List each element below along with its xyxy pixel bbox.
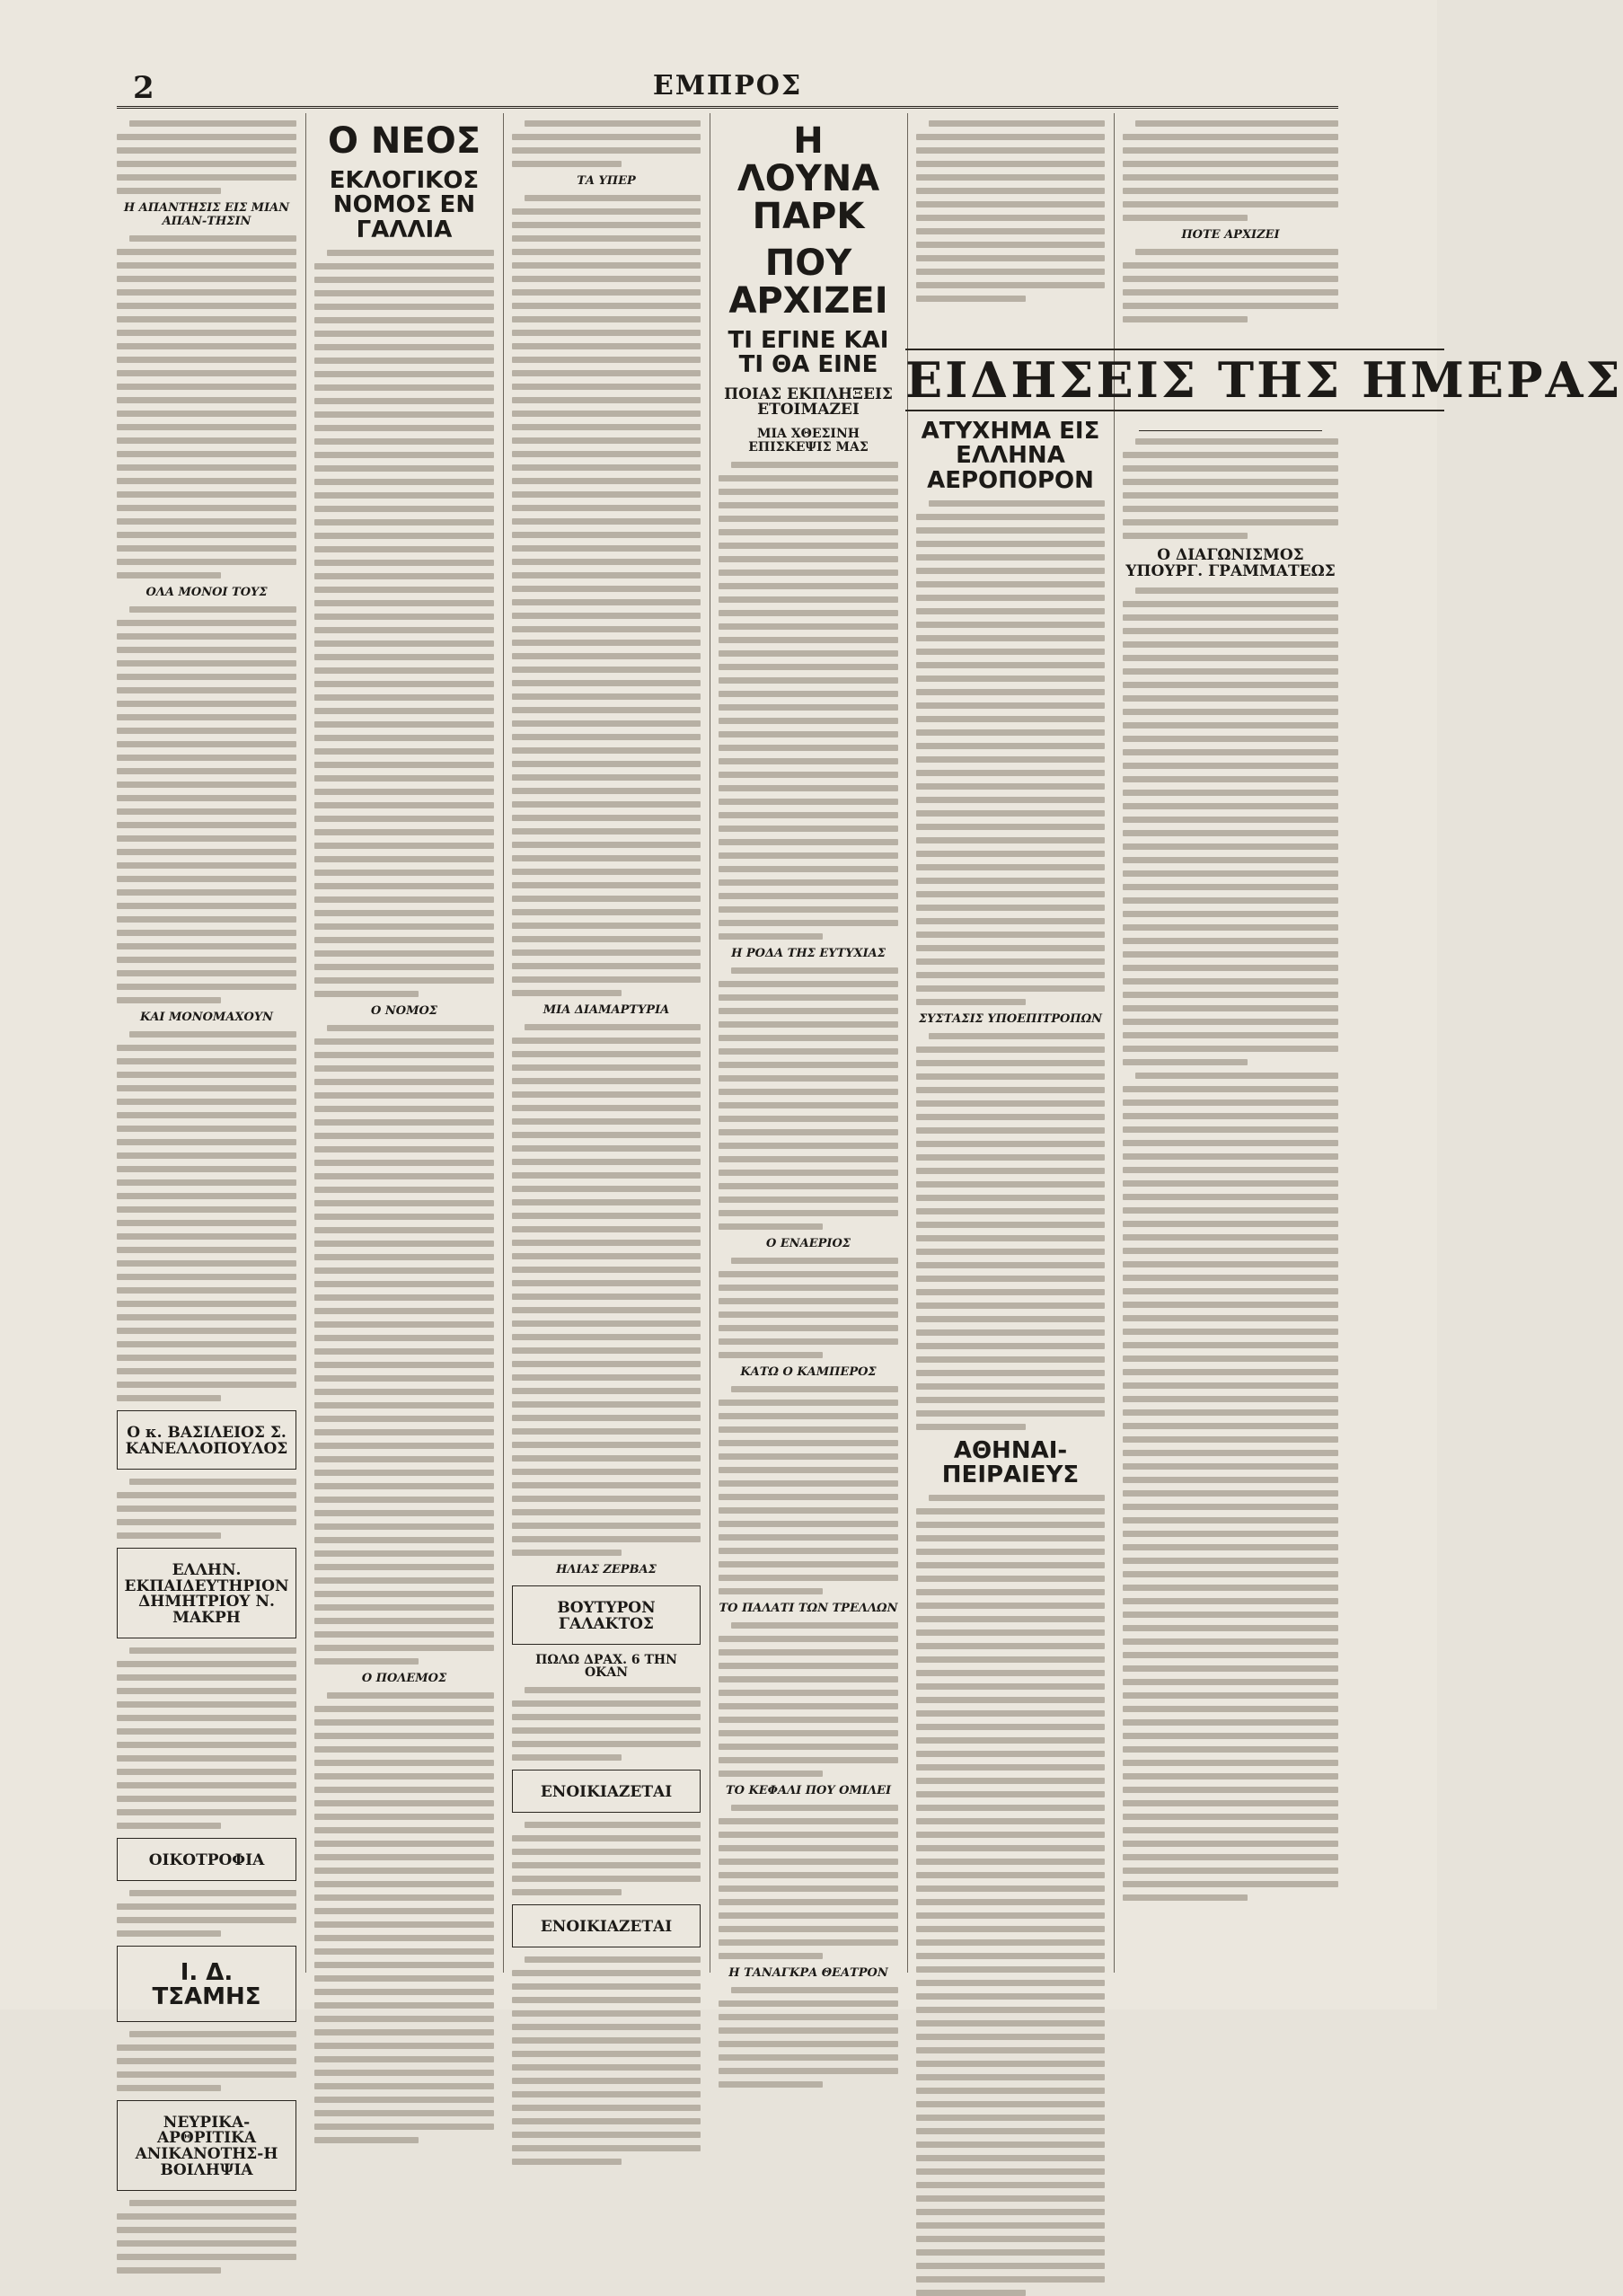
advertisement-box	[117, 1946, 296, 2022]
advertisement-box	[117, 2100, 296, 2191]
advertisement-box	[117, 1838, 296, 1881]
section-subhead: ΚΑΙ ΜΟΝΟΜΑΧΟΥΝ	[140, 1011, 273, 1024]
section-subhead: Ο ΕΝΑΕΡΙΟΣ	[765, 1236, 851, 1250]
section-subhead: ΣΥΣΤΑΣΙΣ ΥΠΟΕΠΙΤΡΟΠΩΝ	[918, 1011, 1103, 1026]
headline: Η ΛΟΥΝΑ ΠΑΡΚ	[737, 120, 880, 237]
section-subhead: ΤΟ ΚΕΦΑΛΙ ΠΟΥ ΟΜΙΛΕΙ	[725, 1783, 892, 1797]
headline: ΕΚΛΟΓΙΚΟΣ ΝΟΜΟΣ ΕΝ ΓΑΛΛΙΑ	[329, 167, 480, 243]
divider	[1139, 430, 1322, 431]
column-1	[117, 113, 296, 2180]
section-subhead: ΠΟΤΕ ΑΡΧΙΖΕΙ	[1181, 228, 1280, 242]
section-subhead: Η ΤΑΝΑΓΚΡΑ ΘΕΑΤΡΟΝ	[728, 1965, 888, 1980]
article-text	[117, 1890, 296, 1937]
article-text	[512, 120, 701, 167]
article-text	[314, 1692, 494, 2143]
article-text	[719, 1805, 898, 1959]
advertisement-title: ΒΟΥΤΥΡΟΝ ΓΑΛΑΚΤΟΣ	[557, 1599, 656, 1633]
section-subhead: Η ΡΟΔΑ ΤΗΣ ΕΥΤΥΧΙΑΣ	[731, 946, 886, 960]
article-text	[117, 2200, 296, 2274]
section-subhead: ΜΙΑ ΔΙΑΜΑΡΤΥΡΙΑ	[542, 1003, 670, 1017]
section-subhead: ΚΑΤΩ Ο ΚΑΜΠΕΡΟΣ	[740, 1364, 877, 1379]
headline: Ο ΔΙΑΓΩΝΙΣΜΟΣ ΥΠΟΥΡΓ. ΓΡΑΜΜΑΤΕΩΣ	[1125, 546, 1336, 580]
advertisement-box	[512, 1585, 701, 1645]
column-2	[314, 113, 494, 1973]
article-text	[719, 967, 898, 1230]
article-text	[512, 1687, 701, 1761]
article-text	[117, 235, 296, 578]
headline: ΑΤΥΧΗΜΑ ΕΙΣ ΕΛΛΗΝΑ ΑΕΡΟΠΟΡΟΝ	[921, 418, 1100, 494]
article-text	[719, 1987, 898, 2088]
article-text	[1123, 438, 1338, 539]
article-text	[916, 1495, 1105, 2296]
paper-name: ΕΜΠΡΟΣ	[652, 70, 803, 102]
masthead	[117, 66, 1338, 109]
advertisement-box	[512, 1904, 701, 1947]
advertisement-box	[512, 1770, 701, 1813]
article-text	[1123, 249, 1338, 322]
section-subhead: ΤΟ ΠΑΛΑΤΙ ΤΩΝ ΤΡΕΛΛΩΝ	[719, 1601, 898, 1615]
article-text	[1123, 120, 1338, 221]
advertisement-title: ΕΝΟΙΚΙΑΖΕΤΑΙ	[540, 1917, 673, 1936]
advertisement-title: Ι. Δ. ΤΣΑΜΗΣ	[152, 1958, 261, 2011]
article-text	[916, 1033, 1105, 1430]
headline: Ο ΝΕΟΣ	[327, 120, 481, 162]
column-rule	[305, 113, 306, 1973]
article-text	[117, 1031, 296, 1401]
article-text	[1123, 1073, 1338, 1901]
advertisement-title: Ο κ. ΒΑΣΙΛΕΙΟΣ Σ. ΚΑΝΕΛΛΟΠΟΥΛΟΣ	[125, 1424, 288, 1458]
section-subhead: ΤΑ ΥΠΕΡ	[577, 174, 636, 188]
advertisement-box	[117, 1548, 296, 1638]
page-number: 2	[133, 70, 154, 106]
advertisement-title: ΕΝΟΙΚΙΑΖΕΤΑΙ	[540, 1783, 673, 1802]
article-text	[1123, 587, 1338, 1065]
headline: ΠΟΙΑΣ ΕΚΠΛΗΞΕΙΣ ΕΤΟΙΜΑΖΕΙ	[724, 384, 893, 419]
article-text	[512, 1956, 701, 2165]
article-text	[512, 1822, 701, 1895]
advertisement-title: ΝΕΥΡΙΚΑ-ΑΡΘΡΙΤΙΚΑ ΑΝΙΚΑΝΟΤΗΣ-Η ΒΟΙΛΗΨΙΑ	[135, 2113, 278, 2180]
article-text	[117, 120, 296, 194]
article-text	[314, 1025, 494, 1665]
headline: ΤΙ ΕΓΙΝΕ ΚΑΙ ΤΙ ΘΑ ΕΙΝΕ	[728, 327, 889, 379]
section-subhead: Η ΑΠΑΝΤΗΣΙΣ ΕΙΣ ΜΙΑΝ ΑΠΑΝ-ΤΗΣΙΝ	[123, 201, 290, 228]
advertisement-box	[117, 1410, 296, 1470]
section-subhead: Ο ΠΟΛΕΜΟΣ	[361, 1671, 447, 1685]
article-text	[117, 606, 296, 1003]
section-subhead: ΟΛΑ ΜΟΝΟΙ ΤΟΥΣ	[146, 586, 268, 599]
headline: ΑΘΗΝΑΙ-ΠΕΙΡΑΙΕΥΣ	[941, 1436, 1080, 1489]
article-text	[916, 500, 1105, 1005]
article-text	[719, 1386, 898, 1594]
column-4	[719, 113, 898, 1980]
article-text	[117, 2031, 296, 2091]
author-signature: ΗΛΙΑΣ ΖΕΡΒΑΣ	[556, 1563, 657, 1576]
article-text	[719, 462, 898, 940]
column-rule	[503, 113, 504, 1973]
headline: ΠΟΥ ΑΡΧΙΖΕΙ	[728, 243, 888, 322]
article-text	[512, 195, 701, 996]
advertisement-subtitle: ΠΩΛΩ ΔΡΑΧ. 6 ΤΗΝ ΟΚΑΝ	[535, 1652, 677, 1681]
news-of-the-day-banner: ΕΙΔΗΣΕΙΣ ΤΗΣ ΗΜΕΡΑΣ	[905, 349, 1444, 411]
article-text	[719, 1622, 898, 1777]
article-text	[314, 250, 494, 997]
section-subhead: Ο ΝΟΜΟΣ	[371, 1003, 437, 1018]
article-text	[719, 1258, 898, 1358]
article-text	[512, 1024, 701, 1556]
advertisement-title: ΕΛΛΗΝ. ΕΚΠΑΙΔΕΥΤΗΡΙΟΝ ΔΗΜΗΤΡΙΟΥ Ν. ΜΑΚΡΗ	[124, 1560, 289, 1628]
subheadline: ΜΙΑ ΧΘΕΣΙΝΗ ΕΠΙΣΚΕΨΙΣ ΜΑΣ	[748, 427, 869, 455]
article-text	[117, 1647, 296, 1829]
advertisement-title: ΟΙΚΟΤΡΟΦΙΑ	[148, 1851, 265, 1870]
article-text	[916, 120, 1105, 302]
article-text	[117, 1479, 296, 1539]
column-3	[512, 113, 701, 1973]
